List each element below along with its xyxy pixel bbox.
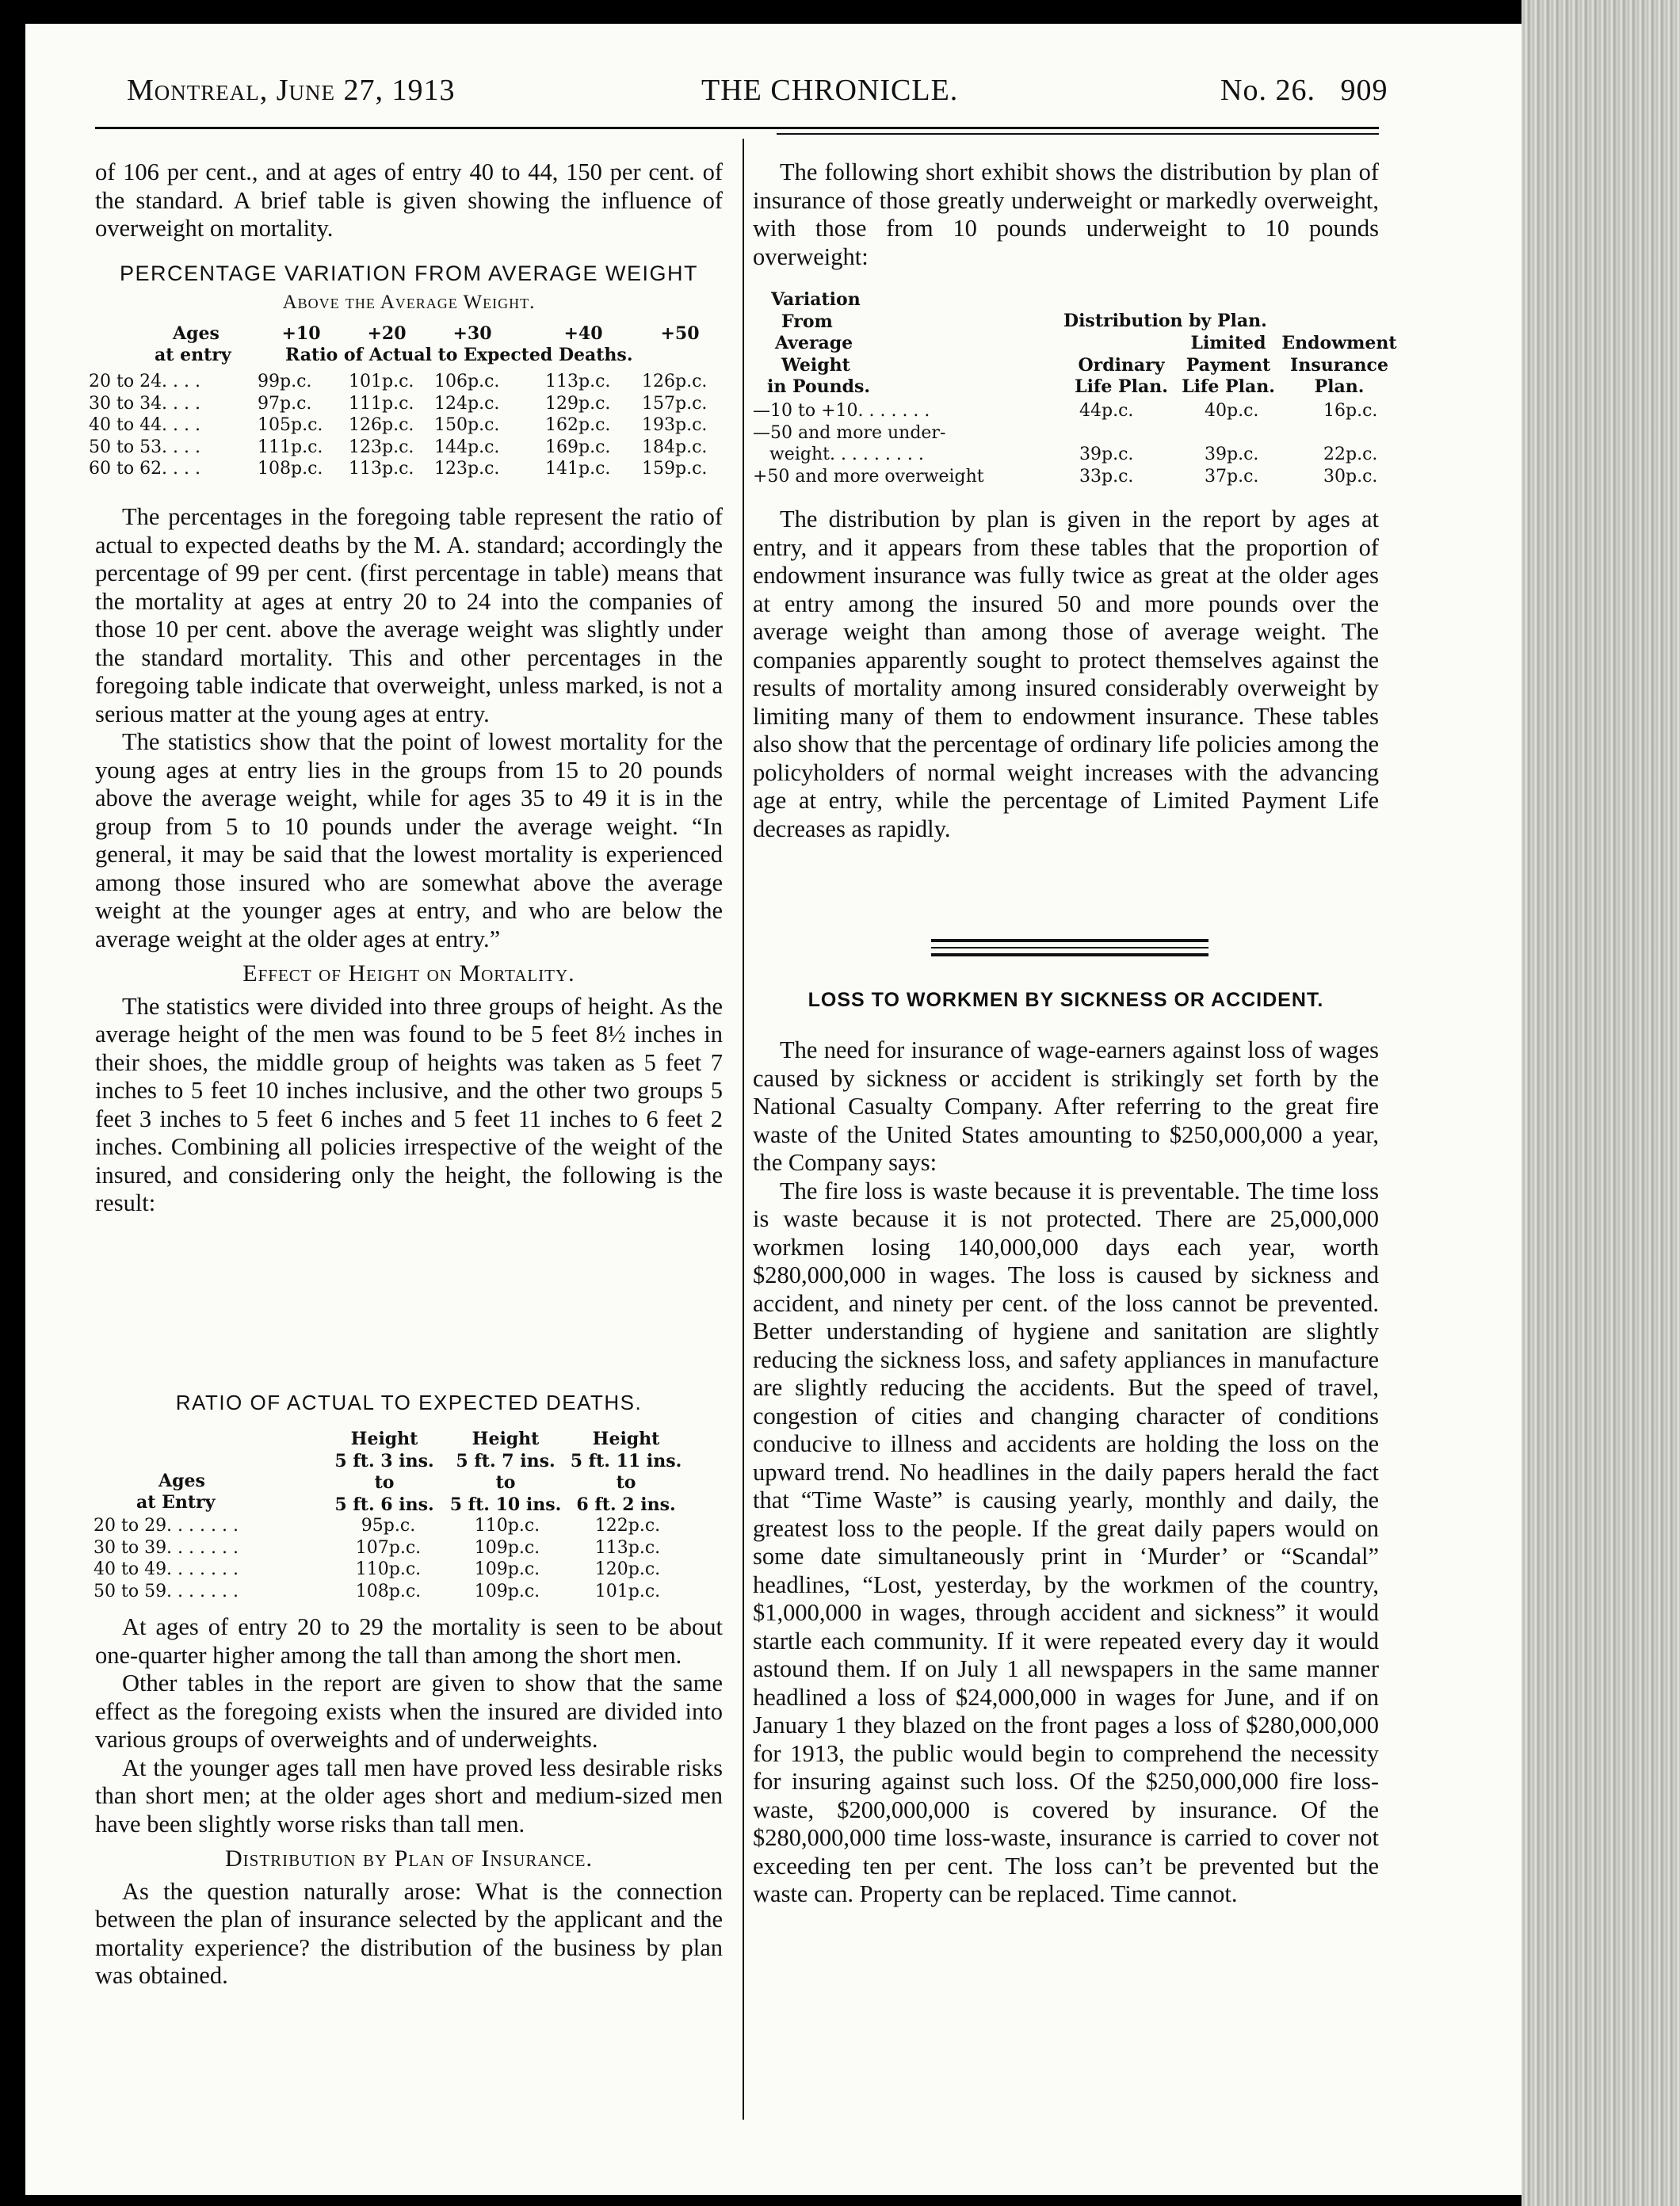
table2-col-head: 6 ft. 2 ins.	[576, 1494, 676, 1515]
table3-col-head: Payment	[1186, 354, 1271, 376]
table1-col-head: +20	[367, 323, 407, 344]
table1-cell: 123p.c.	[434, 459, 500, 479]
table1-cell: 162p.c.	[545, 415, 611, 435]
table3-cell: 30p.c.	[1323, 466, 1378, 487]
header-dateline: Montreal, June 27, 1913	[127, 74, 456, 107]
table3-row-head: From	[781, 311, 833, 332]
table1-title: PERCENTAGE VARIATION FROM AVERAGE WEIGHT	[119, 261, 699, 285]
heading-loss-to-workmen: LOSS TO WORKMEN BY SICKNESS OR ACCIDENT.	[808, 989, 1324, 1011]
table1-cell: 111p.c.	[258, 437, 323, 457]
table1-cell: 113p.c.	[545, 372, 611, 391]
table1-cell: 111p.c.	[349, 393, 414, 414]
table2-col-head: to	[616, 1472, 636, 1493]
table1-cell: 193p.c.	[642, 415, 708, 435]
table2-row-label: 30 to 39. . . . . . .	[94, 1537, 239, 1558]
table1-cell: 150p.c.	[434, 415, 500, 435]
paragraph-other-tables: Other tables in the report are given to show that the same effect as the foregoing exists when the insured are divided into various groups of overweights and of underweights.	[95, 1670, 723, 1753]
table1-cell: 97p.c.	[258, 393, 312, 414]
table1-cell: 113p.c.	[349, 459, 414, 479]
table3-row-head: Variation	[771, 289, 861, 310]
table2-col-head: 5 ft. 7 ins.	[456, 1450, 556, 1471]
table2-col-head: Height	[472, 1429, 540, 1449]
table2-cell: 101p.c.	[594, 1581, 661, 1601]
table2-cell: 110p.c.	[355, 1559, 422, 1579]
table3-row-label: +50 and more overweight	[753, 466, 984, 487]
table1-row-label: 50 to 53. . . .	[89, 437, 201, 457]
table1-cell: 123p.c.	[349, 437, 414, 457]
table1-col-head: +40	[563, 323, 603, 344]
table3-col-head: Life Plan.	[1075, 376, 1168, 397]
table3-col-head: Life Plan.	[1182, 376, 1275, 397]
header-issue-page: No. 26. 909	[1220, 74, 1388, 107]
table2-col-head: Height	[350, 1429, 418, 1449]
table2-col-head: to	[374, 1472, 395, 1493]
table2-row-head-2: at Entry	[136, 1492, 216, 1513]
table1-cell: 101p.c.	[349, 372, 414, 391]
table1-cell: 126p.c.	[642, 372, 708, 391]
table2-row-label: 20 to 29. . . . . . .	[94, 1516, 239, 1536]
table1-span-head: Ratio of Actual to Expected Deaths.	[285, 345, 633, 365]
right-column-lower	[753, 1036, 1379, 1909]
right-column-text	[753, 506, 1379, 843]
table1-cell: 141p.c.	[545, 459, 611, 479]
table2-col-head: 5 ft. 10 ins.	[449, 1494, 562, 1515]
table2-cell: 95p.c.	[361, 1516, 416, 1536]
table1-row-label: 60 to 62. . . .	[89, 459, 201, 479]
table1-cell: 108p.c.	[258, 459, 323, 479]
table3-row-label: weight. . . . . . . . .	[753, 445, 924, 464]
table2-cell: 113p.c.	[594, 1537, 661, 1558]
table1-row-head: Ages	[173, 323, 220, 344]
right-intro-paragraph: The following short exhibit shows the distribution by plan of insurance of those greatly underweight or markedly overweight, with those from 10 pounds underweight to 10 pounds overweight:	[753, 158, 1379, 270]
table1-row-label: 30 to 34. . . .	[89, 393, 201, 414]
table3-cell: 40p.c.	[1205, 401, 1259, 421]
paragraph-tall-men: At the younger ages tall men have proved less desirable risks than short men; at the older ages short and medium-sized men have been slightly worse risks than tall men.	[95, 1754, 723, 1838]
table1-cell: 106p.c.	[434, 372, 500, 391]
paragraph-distribution: The distribution by plan is given in the report by ages at entry, and it appears from these tables that the proportion of endowment insurance was fully twice as great at the older ages at entry among the insured 50 and more pounds over the average weight than among those of average weight. The companies apparently sought to protect themselves against the results of mortality among insured considerably overweight by limiting many of them to endowment insurance. These tables also show that the percentage of ordinary life policies among the policyholders of normal weight increases with the advancing age at entry, while the percentage of Limited Payment Life decreases as rapidly.	[753, 506, 1379, 842]
table3-row-head: Average	[775, 333, 853, 353]
table1-cell: 126p.c.	[349, 415, 414, 435]
section-rule-thin	[931, 947, 1208, 948]
left-column-lower	[95, 1613, 723, 1990]
left-column-text	[95, 503, 723, 1218]
table3-row-label: —10 to +10. . . . . . .	[753, 401, 930, 421]
table2-col-head: to	[495, 1472, 516, 1493]
table3-col-head: Insurance	[1290, 354, 1388, 376]
table1-cell: 169p.c.	[545, 437, 611, 457]
paragraph-quarter-higher: At ages of entry 20 to 29 the mortality is seen to be about one-quarter higher among the tall than among the short men.	[95, 1613, 723, 1669]
table3-col-head: Ordinary	[1078, 354, 1165, 376]
column-divider	[743, 139, 744, 2120]
table2-row-label: 50 to 59. . . . . . .	[94, 1581, 239, 1601]
table3-cell: 16p.c.	[1323, 401, 1378, 421]
table3-row-head: in Pounds.	[767, 376, 871, 397]
header-rule	[95, 127, 1379, 129]
header-journal-title: THE CHRONICLE.	[701, 74, 959, 107]
left-column	[95, 158, 723, 243]
table1-subtitle: Above the Average Weight.	[282, 292, 536, 313]
table3-row-label: —50 and more under-	[753, 422, 946, 443]
paragraph-question: As the question naturally arose: What is the connection between the plan of insurance selected by the applicant and the mortality experience? the distribution of the business by plan was obtained.	[95, 1877, 723, 1989]
table1-cell: 159p.c.	[642, 459, 708, 479]
table2-col-head: 5 ft. 11 ins.	[570, 1450, 682, 1471]
table3-cell: 37p.c.	[1205, 466, 1259, 487]
table1-cell: 184p.c.	[642, 437, 708, 457]
right-column	[753, 158, 1379, 271]
table3-cell: 39p.c.	[1205, 445, 1259, 464]
paragraph-percentages: The percentages in the foregoing table represent the ratio of actual to expected deaths by the M. A. standard; accordingly the percentage of 99 per cent. (first percentage in table) means that the mortality at ages at entry 20 to 24 into the companies of those 10 per cent. above the average weight was slightly under the standard mortality. This and other percentages in the foregoing table indicate that overweight, unless marked, is not a serious matter at the young ages at entry.	[95, 503, 723, 727]
table1-row-label: 20 to 24. . . .	[89, 372, 201, 391]
paragraph-height-groups: The statistics were divided into three groups of height. As the average height of the men was found to be 5 feet 8½ inches in their shoes, the middle group of heights was taken as 5 feet 7 inches to 5 feet 10 inches inclusive, and the other two groups 5 feet 3 inches to 5 feet 6 inches and 5 feet 11 inches to 6 feet 2 inches. Combining all policies irrespective of the weight of the insured, and considering only the height, the following is the result:	[95, 992, 723, 1216]
table3-col-head: Limited	[1190, 333, 1266, 353]
table1-cell: 105p.c.	[258, 415, 323, 435]
table1-col-head: +30	[452, 323, 492, 344]
table2-cell: 110p.c.	[474, 1516, 540, 1536]
table3-col-head: Endowment	[1281, 333, 1397, 353]
table1-row-label: 40 to 44. . . .	[89, 415, 201, 435]
header-rule-right	[777, 133, 1379, 135]
paragraph-fire-loss: The fire loss is waste because it is preventable. The time loss is waste because it is not protected. There are 25,000,000 workmen losing 140,000,000 days each year, worth $280,000,000 in wages. The loss is caused by sickness and accident, and ninety per cent. of the loss cannot be prevented. Better understanding of hygiene and sanitation are slightly reducing the sickness loss, and safety appliances in manufacture are slightly reducing the accidents. But the speed of travel, congestion of cities and changing character of conditions conducive to illness and accidents are holding the loss on the upward trend. No headlines in the daily papers herald the fact that “Time Waste” is causing yearly, monthly and daily, the greatest loss to the people. If the great daily papers would on some date simultaneously print in ‘Murder’ or “Scandal” headlines, “Lost, yesterday, by the workmen of the country, $1,000,000 in wages, through accident and sickness” it would startle each community. If it were repeated every day it would astound them. If on July 1 all newspapers in the same manner headlined a loss of $24,000,000 in wages for June, and if on January 1 they blazed on the front pages a loss of $280,000,000 for 1913, the public would begin to comprehend the necessity for insuring against such loss. Of the $250,000,000 fire loss-waste, $200,000,000 is covered by insurance. Of the $280,000,000 time loss-waste, insurance is carried to cover not exceeding ten per cent. The loss can’t be prevented but the waste can. Property can be replaced. Time cannot.	[753, 1177, 1379, 1907]
table2-cell: 109p.c.	[474, 1537, 540, 1558]
table2-row-head: Ages	[158, 1471, 205, 1491]
paragraph-need-for-insurance: The need for insurance of wage-earners against loss of wages caused by sickness or accident is strikingly set forth by the National Casualty Company. After referring to the great fire waste of the United States amounting to $250,000,000 a year, the Company says:	[753, 1036, 1379, 1176]
table3-cell: 44p.c.	[1079, 401, 1134, 421]
heading-distribution-by-plan: Distribution by Plan of Insurance.	[224, 1845, 594, 1872]
table2-cell: 109p.c.	[474, 1559, 540, 1579]
table3-cell: 39p.c.	[1079, 445, 1134, 464]
table1-cell: 129p.c.	[545, 393, 611, 414]
table2-col-head: 5 ft. 6 ins.	[334, 1494, 434, 1515]
table1-cell: 144p.c.	[434, 437, 500, 457]
page-edges	[1522, 0, 1680, 2206]
table1-cell: 99p.c.	[258, 372, 312, 391]
table3-span-head: Distribution by Plan.	[1063, 311, 1267, 331]
table2-col-head: Height	[592, 1429, 660, 1449]
table2-cell: 120p.c.	[594, 1559, 661, 1579]
table3-cell: 22p.c.	[1323, 445, 1378, 464]
table3-row-head: Weight	[781, 354, 850, 376]
section-rule-lower	[931, 953, 1208, 956]
table3-col-head: Plan.	[1314, 376, 1365, 397]
table2-cell: 109p.c.	[474, 1581, 540, 1601]
table2-row-label: 40 to 49. . . . . . .	[94, 1559, 239, 1579]
table2-cell: 108p.c.	[355, 1581, 422, 1601]
table1-cell: 157p.c.	[642, 393, 708, 414]
table2-title: RATIO OF ACTUAL TO EXPECTED DEATHS.	[175, 1391, 643, 1414]
paragraph-lowest-mortality: The statistics show that the point of lowest mortality for the young ages at entry lies in the groups from 15 to 20 pounds above the average weight, while for ages 35 to 49 it is in the group from 5 to 10 pounds under the average weight. “In general, it may be said that the lowest mortality is experienced among those insured who are somewhat above the average weight at the younger ages at entry, and who are below the average weight at the older ages at entry.”	[95, 728, 723, 952]
table1-cell: 124p.c.	[434, 393, 500, 414]
heading-effect-of-height: Effect of Height on Mortality.	[242, 960, 575, 987]
table2-cell: 122p.c.	[594, 1516, 661, 1536]
table3-cell: 33p.c.	[1079, 466, 1134, 487]
table1-col-head: +10	[281, 323, 321, 344]
left-intro-paragraph: of 106 per cent., and at ages of entry 40 to 44, 150 per cent. of the standard. A brief table is given showing the influence of overweight on mortality.	[95, 158, 723, 242]
table2-cell: 107p.c.	[355, 1537, 422, 1558]
table1-col-head: +50	[660, 323, 700, 344]
table1-row-head-2: at entry	[155, 345, 231, 365]
section-rule	[931, 939, 1208, 942]
table2-col-head: 5 ft. 3 ins.	[334, 1450, 434, 1471]
